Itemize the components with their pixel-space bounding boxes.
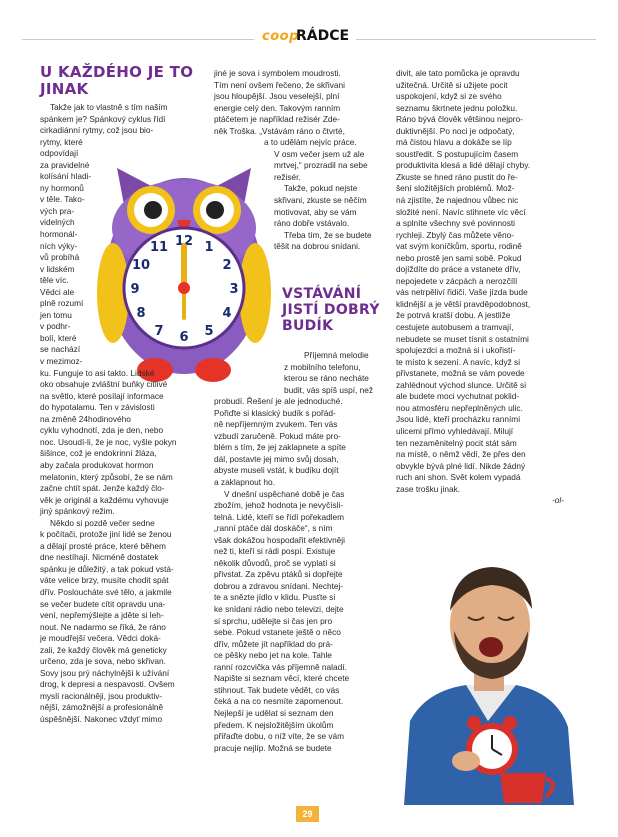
text-line: nější, zámožnější a profesionálně [40,702,164,713]
clock-number: 1 [204,240,214,255]
text-line: nout. Ne nadarmo se říká, že ráno [40,621,166,632]
text-line: seznamu škrtnete jednu položku. [396,102,518,113]
text-line: na změně 24hodinového [40,413,131,424]
text-line: Pořiďte si klasický budík s pořád- [214,407,336,418]
text-line: ruch ani shon. Svět kolem vypadá [396,472,521,483]
subheading-line: BUDÍK [282,318,334,334]
text-line: a zaklapnout ho. [214,477,275,488]
text-line: spánku je důležitý, a tak pokud vstá- [40,563,174,574]
text-line: kterou se ráno necháte [284,373,369,384]
text-line: v podhr- [40,321,71,332]
text-line: sebe. Pokud vstanete ještě o něco [214,627,341,638]
text-line: aby začala produkovat hormon [40,459,154,470]
text-line: Napište si seznam věcí, které chcete [214,673,350,684]
column-3 [396,68,564,507]
text-line: dobrou a zdravou snídani. Nechtej- [214,580,344,591]
text-line: ny hormonů [40,182,84,193]
text-line: videlných [40,217,75,228]
text-line: „ranní ptáče dál doskáče“, s ním [214,523,333,534]
text-line: dřív. Posloucháte své tělo, a jakmile [40,586,172,597]
text-line: Takže jak to vlastně s tím naším [50,102,168,112]
text-line: ce pěšky nebo jet na kole. Tahle [214,650,332,661]
text-line: hormonál- [40,229,78,240]
text-line: si sprchu, udělejte si čas jen pro [214,615,333,626]
text-line: Ráno bývá člověk většinou nejpro- [396,114,523,125]
text-line: spánkem je? Spánkový cyklus řídí [40,113,166,124]
text-line: nou atmosféru nepřeplněných ulic. [396,402,523,413]
text-line: a to udělám nejvíc práce. [264,137,357,148]
article-title-line: U KAŽDÉHO JE TO [40,63,194,81]
text-line: šišince, což je endokrinní žláza, [40,448,157,459]
text-line: ku. Funguje to asi takto. Lidské [40,367,155,378]
text-line: zahlédnout východ slunce. Určitě si [396,379,527,390]
text-line: klidnější a je větší pravděpodobnost, [396,298,531,309]
text-line: divit, ale tato pomůcka je opravdu [396,68,520,78]
text-line: myslí racionálněji, jsou produktiv- [40,690,163,701]
text-line: vů probíhá [40,252,80,263]
text-line: cyklu vyhodnotí, zda je den, nebo [40,425,164,436]
text-line: dál, postavte jej mimo svůj dosah, [214,453,339,464]
text-line: Příjemná melodie [304,350,369,360]
text-line: dojíždíte do práce a vstanete dřív, [396,264,521,275]
text-line: budit, vás spíš uspí, než [284,384,374,395]
text-line: duktivnější. Po noci je odpočatý, [396,125,515,136]
text-line: nebudete se muset tísnit s ostatními [396,333,529,344]
text-line: oko obsahuje zvláštní buňky citlivé [40,379,168,390]
text-line: váte velice brzy, musíte chodit spát [40,575,169,586]
text-line: Sovy jsou prý náchylnější k užívání [40,667,170,678]
text-line: užitečná. Určitě si užijete pocit [396,79,508,90]
text-line: několik důvodů, proč se vyplatí si [214,557,336,568]
text-line: dne nestíhají. Nicméně dostatek [40,552,159,563]
text-line: Tím není ovšem řečeno, že skřivani [214,79,345,90]
page-header [0,20,618,60]
text-line: těšit na dobrou snídani. [274,241,361,252]
text-line: jiný spánkový režim. [40,506,115,517]
text-line: soustředit. S postupujícím časem [396,148,519,159]
header-rule-right [356,39,596,40]
text-line: jiné je sova i symbolem moudrosti. [214,68,341,78]
text-line: abyste museli vstát, k budíku dojít [214,465,339,476]
text-line: ně nepříjemným zvukem. Ten vás [214,419,338,430]
text-line: než ti, kteří si rádi pospí. Existuje [214,546,336,557]
text-line: rytmy, které [40,136,83,147]
text-line: cestujete autobusem a tramvají, [396,322,514,333]
text-line: ních výky- [40,240,78,251]
clock-number: 11 [149,240,169,255]
section-title: RÁDCE [296,28,350,44]
text-line: začne chtít spát. Jenže každý člo- [40,483,165,494]
text-line: na místě, o němž vědí, že přes den [396,449,526,460]
text-line: Takže, pokud nejste [284,183,358,194]
text-line: těle víc. [40,275,69,286]
subheading-line: VSTÁVÁNÍ [282,286,362,302]
text-line: probudí. Řešení je ale jednoduché. [214,396,343,407]
text-line: dřív, můžete jít například do prá- [214,638,333,649]
text-line: drog, k depresi a nespavosti. Ovšem [40,679,175,690]
text-line: že potrvá kratší dobu. A jestliže [396,310,511,321]
text-line: stihnout. Tak budete vědět, co vás [214,684,340,695]
text-line: jsou hloupější. Jsou veselejší, plní [214,91,340,102]
text-line: te a snězte jídlo v klidu. Pusťte si [214,592,336,603]
article-title-line: JINAK [40,80,89,98]
text-line: něk Troška. „Vstávám ráno o čtvrté, [214,125,345,136]
text-line: vzbudí zaručeně. Pokud máte pro- [214,430,341,441]
text-line: produktivita klesá a lidé dělají chyby. [396,160,531,171]
author-signature: -ol- [552,495,564,506]
clock-number: 9 [130,282,140,297]
text-line: Vědci ale [40,286,75,297]
text-line: pracuje nejlíp. Možná se budete [214,742,332,753]
text-line: ulicemi přímo vyhledávají. Milují [396,425,514,436]
text-line: zbožím, jehož hodnota je nevyčísli- [214,500,344,511]
clock-number: 12 [174,234,194,249]
clock-number: 5 [204,324,214,339]
text-line: ptáčetem je například režisér Zde- [214,114,340,125]
column-2-bottom [214,350,384,754]
text-line: telná. Lidé, kteří se řídí pořekadlem [214,511,345,522]
text-line: Nejlepší je udělat si seznam den [214,707,334,718]
text-line: vení, nepřemýšlejte a jděte si leh- [40,610,164,621]
text-line: ráno dobře vstávalo. [274,218,350,229]
text-line: Zkuste se hned ráno pustit do ře- [396,171,518,182]
text-line: te místo k sezení. A navíc, když si [396,356,521,367]
text-line: obvykle bývá plné lidí. Nikde žádný [396,460,526,471]
text-line: bolí, které [40,332,77,343]
text-line: rychleji. Zbylý čas můžete věno- [396,229,515,240]
clock-number: 2 [222,258,232,273]
text-line: nebo prostě jen sami sobě. Pokud [396,252,522,263]
text-line: určeno, zda je sova, nebo skřivan. [40,656,166,667]
text-line: ale budete moci vychutnat poklid- [396,391,520,402]
text-line: v těle. Tako- [40,194,85,205]
text-line: skřivani, zkuste se něčím [274,195,367,206]
subheading-line: JISTÍ DOBRÝ [282,302,380,318]
text-line: přivstanete, možná se vám povede [396,368,525,379]
text-line: zali, že každý člověk má geneticky [40,644,167,655]
text-line: se nachází [40,344,81,355]
text-line: ná zjistíte, že najednou vůbec nic [396,195,519,206]
clock-number: 7 [154,324,164,339]
text-line: plně rozumí [40,298,84,309]
clock-number: 6 [179,330,189,345]
text-line: cirkadiánní rytmy, což jsou bio- [40,125,154,136]
text-line: noc. Usoudí-li, že je noc, vyšle pokyn [40,436,177,447]
text-line: přiřaďte dobu, o níž víte, že se vám [214,731,345,742]
text-line: vých pra- [40,205,75,216]
text-line: nepojedete v zácpách a nerozčílí [396,275,518,286]
text-line: Třeba tím, že se budete [284,229,372,240]
text-line: ke snídani rádio nebo televizi, dejte [214,604,344,615]
text-line: blém s tím, že jej zaklapnete a spíte [214,442,346,453]
text-line: energie celý den. Takovým ranním [214,102,341,113]
text-line: na světlo, které posílají informace [40,390,164,401]
text-line: odpovídají [40,148,79,159]
text-line: melatonin, který způsobí, že se nám [40,471,173,482]
text-line: je moudřejší večera. Vědci doká- [40,633,161,644]
text-line: mrtvej,“ prozradil na sebe [274,160,368,171]
text-line: má čistou hlavu a dokáže se líp [396,137,512,148]
text-line: přivstat. Za zpěvu ptáků si dopřejte [214,569,343,580]
text-line: a splníte všechny své povinnosti [396,218,515,229]
text-line: vás netrpěliví řidiči. Vaše jízda bude [396,287,528,298]
text-line: ten nezaměnitelný pocit stát sám [396,437,517,448]
text-line: V osm večer jsem už ale [274,148,365,159]
clock-number: 10 [131,258,151,273]
text-line: k počítači, protože jiní lidé se ženou [40,529,172,540]
text-line: se večer budete cítit opravdu una- [40,598,166,609]
text-line: však dokážou hospodařit efektivněji [214,534,345,545]
text-line: v lidském [40,263,75,274]
text-line: věk je originál a každému vyhovuje [40,494,169,505]
text-line: v mezimoz- [40,356,83,367]
clock-number: 3 [229,282,239,297]
text-line: režisér. [274,171,301,182]
article-title [40,64,193,98]
subheading [282,286,380,334]
text-line: Jsou lidé, kteří procházku ranními [396,414,521,425]
text-line: kolísání hladi- [40,171,92,182]
page-number: 29 [296,806,319,822]
clock-number: 4 [222,306,232,321]
clock-number: 8 [136,306,146,321]
text-line: vat svým koníčkům, sportu, rodině [396,241,522,252]
text-line: předem. K nejsložitějším úkolům [214,719,334,730]
man-alarm-clock-photo [396,551,576,805]
text-line: šení složitějších problémů. Mož- [396,183,515,194]
text-line: do hypotalamu. Ten v závislosti [40,402,155,413]
text-line: a dělají prosté práce, které během [40,540,166,551]
text-line: motivovat, aby se vám [274,206,357,217]
text-line: spolujezdci a možná si i ukořistí- [396,345,516,356]
text-line: z mobilního telefonu, [284,361,361,372]
text-line: čeká a na co nesmíte zapomenout. [214,696,344,707]
text-line: jen tomu [40,309,72,320]
text-line: za pravidelné [40,159,90,170]
text-line: V dnešní uspěchané době je čas [224,488,345,499]
text-line: ranní rozcvička vás příjemně naladí. [214,661,347,672]
column-1 [40,102,203,726]
text-line: uspokojení, když si ze svého [396,91,502,102]
column-2-top [214,68,384,253]
text-line: zase trošku jinak. [396,483,461,494]
text-line: složité není. Navíc stihnete víc věcí [396,206,526,217]
text-line: úspěšnější. Nakonec vždyť mimo [40,713,163,724]
text-line: Někdo si pozdě večer sedne [50,517,155,528]
header-rule-left [22,39,254,40]
coop-logo: coop [262,29,299,44]
